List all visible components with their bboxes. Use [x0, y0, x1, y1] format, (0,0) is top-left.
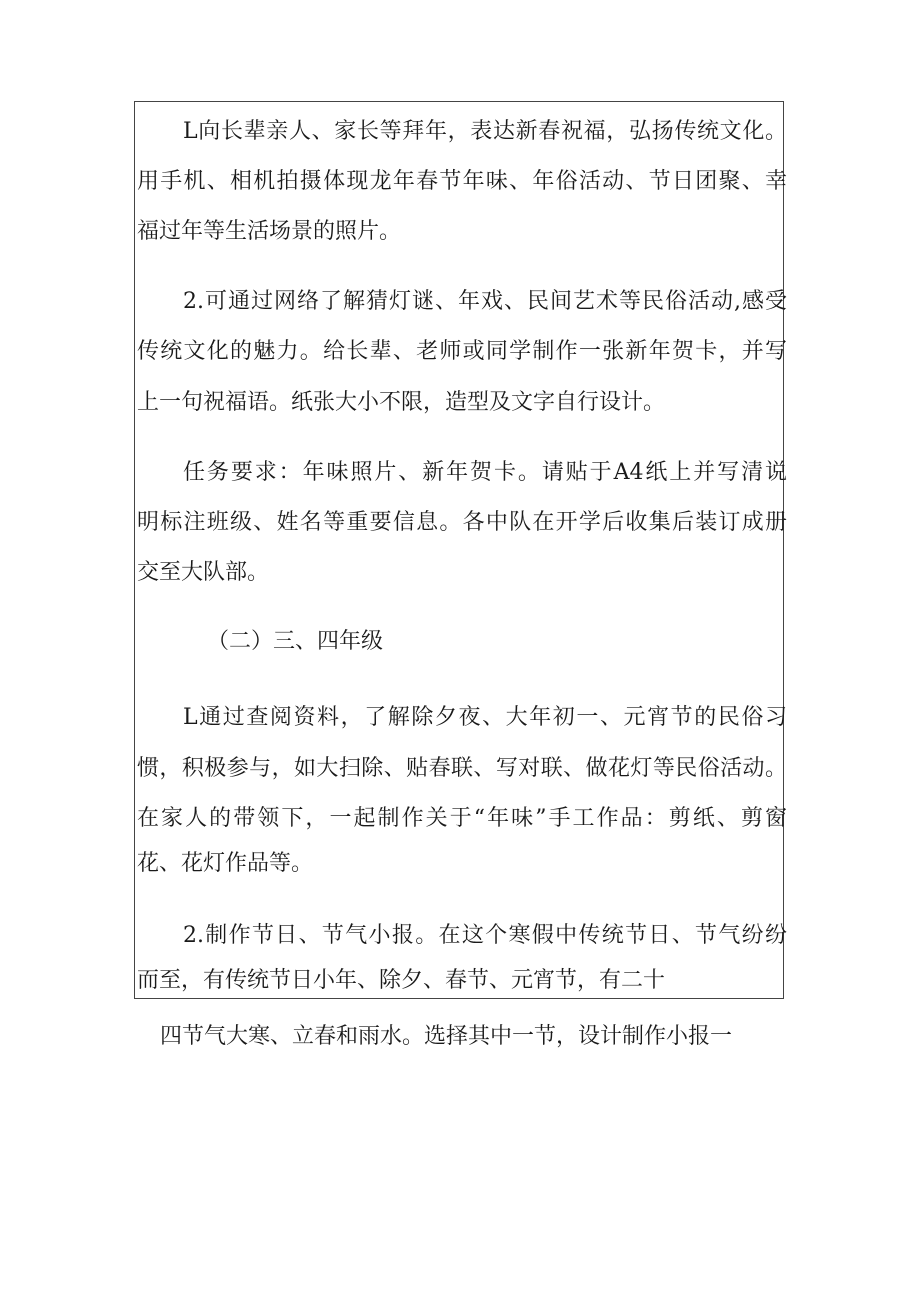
- p1-line-3: 福过年等生活场景的照片。: [137, 219, 402, 244]
- continuation-text: 四节气大寒、立春和雨水。选择其中一节，设计制作小报一: [160, 1024, 733, 1049]
- p2-line-1: 2.可通过网络了解猜灯谜、年戏、民间艺术等民俗活动,感受: [183, 289, 787, 314]
- p5-line-1: 2.制作节日、节气小报。在这个寒假中传统节日、节气纷纷: [183, 923, 787, 948]
- section-heading: （二）三、四年级: [207, 629, 384, 654]
- p4-line-4: 花、花灯作品等。: [137, 851, 314, 876]
- p3-line-3: 交至大队部。: [137, 560, 270, 585]
- p3-line-1: 任务要求：年味照片、新年贺卡。请贴于A4纸上并写清说: [183, 460, 787, 485]
- p5-line-2: 而至，有传统节日小年、除夕、春节、元宵节，有二十: [137, 968, 666, 993]
- p4-line-2: 惯，积极参与，如大扫除、贴春联、写对联、做花灯等民俗活动。: [137, 756, 787, 781]
- p2-line-2: 传统文化的魅力。给长辈、老师或同学制作一张新年贺卡，并写: [137, 339, 787, 364]
- p1-line-1: L向长辈亲人、家长等拜年，表达新春祝福，弘扬传统文化。: [183, 119, 787, 144]
- p1-line-2: 用手机、相机拍摄体现龙年春节年味、年俗活动、节日团聚、幸: [137, 169, 787, 194]
- p3-line-2: 明标注班级、姓名等重要信息。各中队在开学后收集后装订成册: [137, 510, 787, 535]
- p2-line-3: 上一句祝福语。纸张大小不限，造型及文字自行设计。: [137, 390, 666, 415]
- p4-line-1: L通过查阅资料，了解除夕夜、大年初一、元宵节的民俗习: [183, 705, 787, 730]
- p4-line-3: 在家人的带领下，一起制作关于“年味”手工作品：剪纸、剪窗: [137, 806, 787, 831]
